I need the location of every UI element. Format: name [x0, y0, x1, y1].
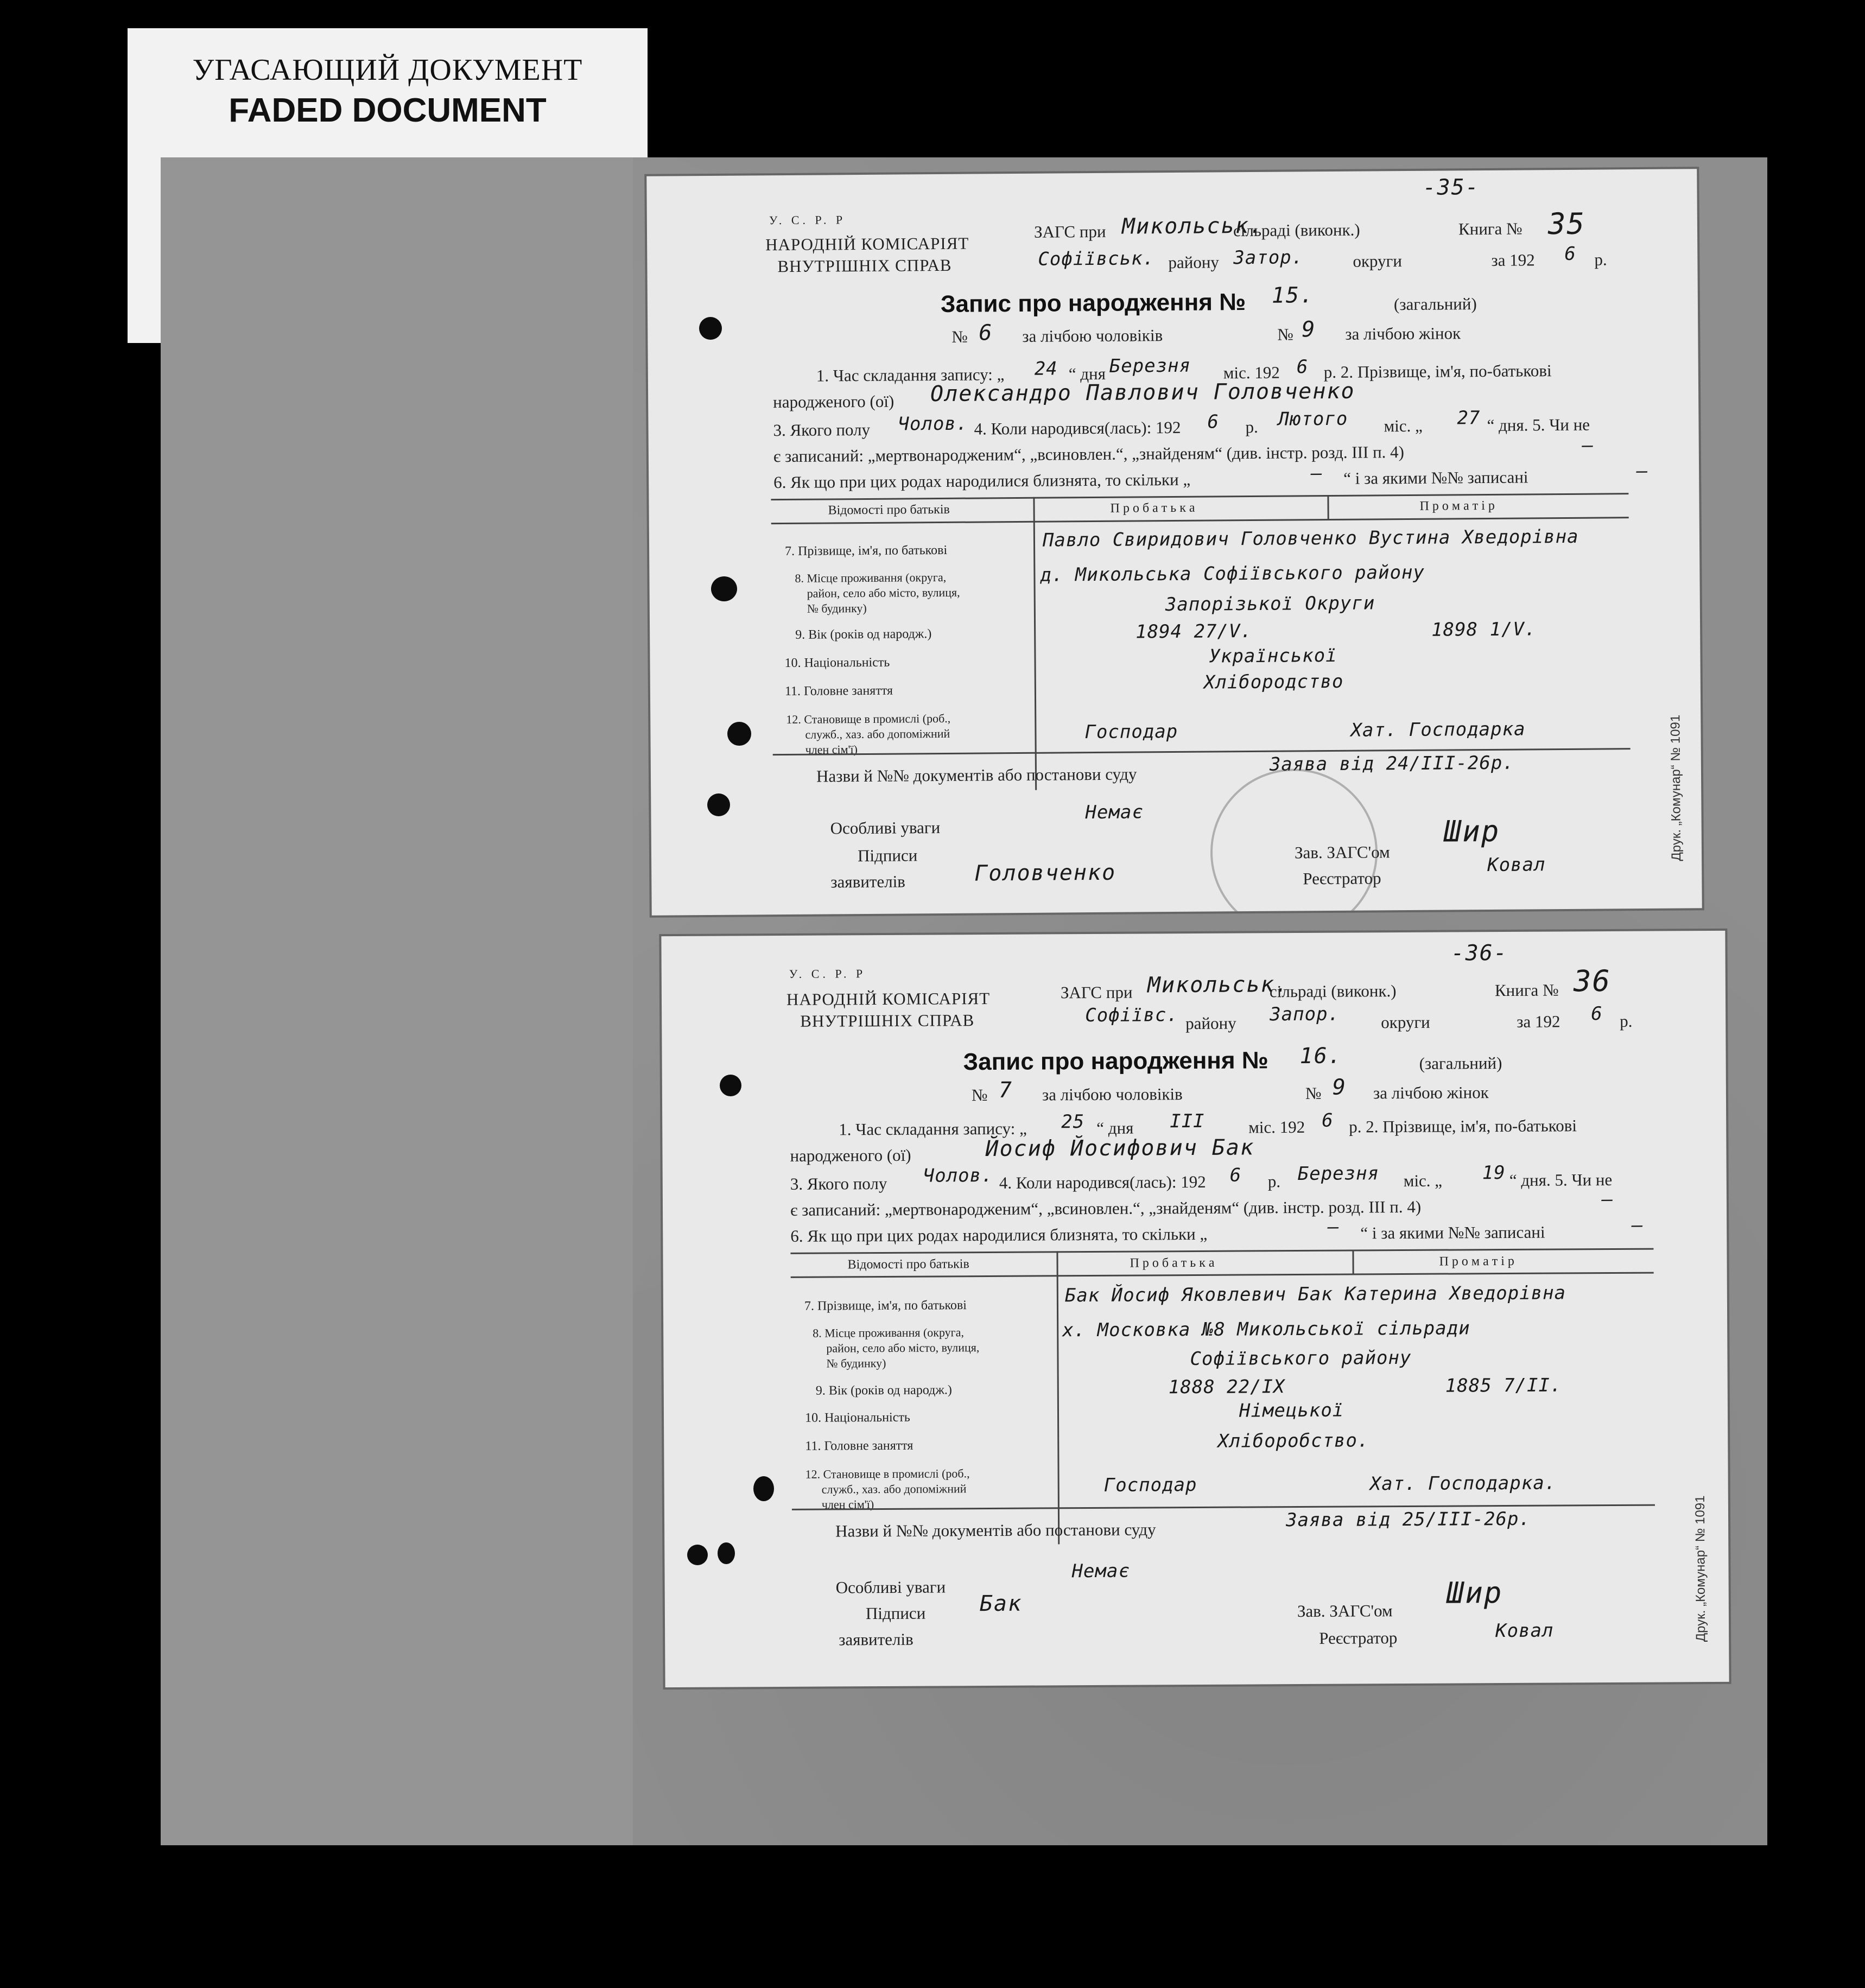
registrar-signature: Ковал — [1495, 1619, 1554, 1642]
zags-head-label: Зав. ЗАГС'ом — [1297, 1601, 1393, 1621]
special-notes-label: Особливі уваги — [835, 1577, 946, 1597]
zags-value: Микольськ. — [1121, 213, 1264, 239]
binder-hole — [699, 317, 722, 340]
child-name: Йосиф Йосифович Бак — [985, 1135, 1255, 1162]
record-year: 6 — [1296, 356, 1309, 378]
line-4-value: — — [1582, 434, 1594, 456]
record-number: 15. — [1271, 283, 1315, 308]
binder-hole — [720, 1075, 741, 1096]
row-label-12c: член сім'ї) — [821, 1497, 874, 1511]
org-name-2: ВНУТРІШНІХ СПРАВ — [800, 1011, 975, 1031]
record-month: Березня — [1109, 354, 1191, 377]
father-status: Господар — [1084, 720, 1178, 744]
page-number: -35- — [1423, 175, 1480, 200]
record-day: 25 — [1061, 1111, 1085, 1133]
label-russian: УГАСАЮЩИЙ ДОКУМЕНТ — [192, 53, 583, 87]
female-no-symbol: № — [1305, 1083, 1322, 1103]
parents-residence-2: Запорізької Округи — [1165, 592, 1375, 616]
special-notes-value: Немає — [1085, 801, 1144, 824]
birth-month: Лютого — [1278, 408, 1348, 430]
docs-label: Назви й №№ документів або постанови суду — [816, 764, 1137, 786]
parents-residence-1: х. Московка №8 Микольської сільради — [1062, 1317, 1470, 1342]
male-count-value: 7 — [998, 1077, 1013, 1103]
applicants-label: заявителів — [839, 1629, 914, 1649]
line-5-label: 6. Як що при цих родах народилися близнята, то скільки „ — [790, 1224, 1208, 1246]
binder-hole — [687, 1545, 708, 1565]
okruha-value: Затор. — [1233, 246, 1304, 269]
mother-status: Хат. Господарка. — [1369, 1472, 1557, 1495]
table-col-rule-2 — [1327, 495, 1329, 519]
line-2-label: народженого (oї) — [790, 1145, 911, 1165]
printer-imprint: Друк. „Комунар“ № 1091 — [1668, 714, 1684, 861]
birth-day: 27 — [1457, 407, 1481, 429]
line-1-label: 1. Час складання запису: „ — [816, 365, 1005, 385]
book-label: Книга № — [1494, 980, 1559, 1000]
org-name-1: НАРОДНІЙ КОМІСАРІЯТ — [765, 233, 969, 255]
record-title-suffix: (загальний) — [1393, 294, 1477, 314]
binder-hole — [718, 1542, 735, 1564]
line-3-birth-label: 4. Коли народився(лась): 192 — [999, 1172, 1206, 1192]
docs-label: Назви й №№ документів або постанови суду — [835, 1520, 1156, 1541]
row-label-7: 7. Прізвище, ім'я, по батькові — [804, 1298, 967, 1313]
year-label: за 192 — [1517, 1012, 1560, 1031]
book-label: Книга № — [1458, 219, 1523, 239]
okruha-label: округи — [1381, 1012, 1430, 1032]
silradi-label: сільраді (виконк.) — [1269, 981, 1397, 1001]
zags-label: ЗАГС при — [1060, 982, 1133, 1002]
birth-day: 19 — [1482, 1162, 1506, 1184]
mother-status: Хат. Господарка — [1350, 718, 1526, 741]
row-label-7: 7. Прізвище, ім'я, по батькові — [785, 543, 948, 559]
row-label-12c: член сім'ї) — [805, 742, 858, 757]
row-label-8c: № будинку) — [826, 1356, 886, 1370]
page-number: -36- — [1451, 940, 1508, 966]
line-1-tail: р. 2. Прізвище, ім'я, по-батькові — [1323, 361, 1552, 382]
raion-value: Софіївськ. — [1038, 247, 1155, 270]
line-1-tail: р. 2. Прізвище, ім'я, по-батькові — [1349, 1116, 1577, 1136]
row-label-10: 10. Національність — [784, 655, 890, 671]
table-header-mother: П р о м а т і р — [1439, 1254, 1514, 1269]
table-header-parents: Відомості про батьків — [847, 1257, 969, 1272]
line-3-label: 3. Якого полу — [790, 1173, 887, 1193]
birth-year: 6 — [1207, 411, 1220, 433]
table-header-rule — [771, 517, 1629, 524]
line-4-value: — — [1601, 1188, 1614, 1211]
registrar-label: Реєстратор — [1319, 1628, 1398, 1648]
record-year: 6 — [1322, 1109, 1334, 1132]
zags-label: ЗАГС при — [1033, 221, 1106, 242]
line-1-label: 1. Час складання запису: „ — [839, 1119, 1027, 1139]
special-notes-label: Особливі уваги — [830, 818, 941, 838]
birth-year: 6 — [1229, 1164, 1242, 1186]
signatures-label: Підписи — [865, 1603, 926, 1623]
ussr-header: У. С. Р. Р — [789, 967, 866, 981]
registrar-signature: Ковал — [1487, 854, 1546, 876]
child-name: Олександро Павлович Головченко — [930, 378, 1355, 407]
parents-occupation: Хлібородство — [1203, 670, 1344, 694]
line-3-birth-label: 4. Коли народився(лась): 192 — [974, 417, 1181, 439]
row-label-9: 9. Вік (років од народж.) — [815, 1383, 952, 1398]
applicants-label: заявителів — [830, 872, 906, 892]
line-5-label: 6. Як що при цих родах народилися близнята, то скільки „ — [773, 469, 1191, 492]
row-label-11: 11. Головне заняття — [784, 683, 893, 699]
line-4-label: є записаний: „мертвонародженим“, „всиновлен.“, „знайденям“ (див. інстр. розд. III п. 4) — [773, 442, 1405, 466]
binder-hole — [711, 576, 737, 601]
record-title: Запис про народження № — [963, 1047, 1268, 1076]
book-value: 36 — [1573, 963, 1612, 999]
parents-residence-1: д. Микольська Софіївського району — [1040, 561, 1425, 586]
parents-names: Павло Свиридович Головченко Вустина Хведорівна — [1042, 525, 1579, 551]
parents-residence-2: Софіївського району — [1190, 1346, 1412, 1370]
table-header-father: П р о б а т ь к а — [1110, 500, 1195, 516]
row-label-12b: служб., хаз. або допоміжний — [805, 726, 950, 741]
line-2-label: народженого (oї) — [773, 391, 895, 412]
male-count-label: за лічбою чоловіків — [1042, 1084, 1183, 1104]
book-value: 35 — [1547, 206, 1586, 242]
record-month: III — [1170, 1110, 1205, 1133]
docs-value: Заява від 24/III-26р. — [1269, 752, 1514, 776]
org-name-1: НАРОДНІЙ КОМІСАРІЯТ — [786, 988, 991, 1009]
raion-value: Софіївс. — [1085, 1004, 1179, 1027]
ussr-header: У. С. Р. Р — [769, 213, 846, 227]
child-sex: Чолов. — [898, 412, 968, 435]
table-col-rule-1 — [1033, 497, 1037, 790]
birth-month: Березня — [1297, 1163, 1380, 1185]
registrar-label: Реєстратор — [1303, 868, 1381, 888]
twins-numbers: — — [1636, 460, 1648, 482]
line-4-label: є записаний: „мертвонародженим“, „всиновлен.“, „знайденям“ (див. інстр. розд. III п. 4) — [790, 1197, 1422, 1220]
male-count-value: 6 — [979, 320, 993, 346]
male-count-label: за лічбою чоловіків — [1022, 326, 1163, 346]
parents-nationality: Української — [1209, 644, 1337, 668]
year-value: 6 — [1564, 243, 1576, 265]
parents-names: Бак Йосиф Яковлевич Бак Катерина Хведорівна — [1064, 1282, 1566, 1307]
line-3-month-suffix: міс. „ — [1403, 1171, 1443, 1190]
female-count-value: 9 — [1302, 317, 1316, 342]
record-number: 16. — [1299, 1043, 1342, 1069]
binder-hole — [727, 722, 751, 746]
head-signature: Шир — [1446, 1576, 1503, 1610]
twins-count: — — [1310, 462, 1323, 485]
year-suffix: р. — [1620, 1011, 1633, 1031]
org-name-2: ВНУТРІШНІХ СПРАВ — [777, 255, 952, 276]
table-header-father: П р о б а т ь к а — [1130, 1255, 1215, 1271]
table-header-rule — [791, 1272, 1654, 1278]
mother-birth: 1898 1/V. — [1431, 618, 1537, 641]
year-suffix: р. — [1594, 250, 1607, 269]
special-notes-value: Немає — [1071, 1560, 1130, 1583]
printer-imprint: Друк. „Комунар“ № 1091 — [1692, 1495, 1709, 1642]
table-col-rule-1 — [1056, 1251, 1060, 1544]
line-3-tail: “ дня. 5. Чи не — [1487, 415, 1590, 435]
father-birth: 1894 27/V. — [1136, 620, 1252, 643]
row-label-9: 9. Вік (років од народж.) — [795, 627, 932, 642]
binder-hole — [753, 1476, 774, 1501]
cardboard-strip — [161, 157, 633, 1845]
line-3-year-suffix: р. — [1245, 417, 1258, 437]
male-no-symbol: № — [951, 327, 968, 346]
table-top-rule — [771, 493, 1628, 500]
line-1-month-suffix: міс. 192 — [1248, 1117, 1305, 1137]
female-no-symbol: № — [1277, 325, 1294, 344]
line-1-day-suffix: “ дня — [1096, 1118, 1134, 1138]
male-no-symbol: № — [971, 1085, 988, 1105]
table-top-rule — [790, 1248, 1653, 1254]
zags-head-label: Зав. ЗАГС'ом — [1294, 842, 1390, 862]
female-count-label: за лічбою жінок — [1345, 323, 1461, 344]
year-label: за 192 — [1491, 250, 1535, 270]
row-label-8b: район, село або місто, вулиця, — [807, 585, 960, 600]
female-count-value: 9 — [1332, 1075, 1347, 1100]
row-label-8a: 8. Місце проживання (округа, — [795, 570, 947, 585]
record-title: Запис про народження № — [940, 289, 1246, 317]
parents-occupation: Хліборобство. — [1217, 1430, 1369, 1452]
line-1-month-suffix: міс. 192 — [1223, 363, 1280, 383]
table-header-mother: П р о м а т і р — [1419, 498, 1495, 513]
year-value: 6 — [1591, 1003, 1603, 1025]
signatures-label: Підписи — [857, 846, 918, 866]
line-3-month-suffix: міс. „ — [1384, 416, 1423, 436]
okruha-label: округи — [1353, 251, 1402, 271]
row-label-10: 10. Національність — [804, 1410, 910, 1425]
zags-value: Микольськ. — [1147, 972, 1289, 998]
twins-numbers: — — [1632, 1214, 1644, 1236]
row-label-12a: 12. Становище в промислі (роб., — [805, 1466, 970, 1481]
line-3-label: 3. Якого полу — [773, 420, 871, 440]
raion-label: району — [1185, 1013, 1236, 1033]
row-label-12a: 12. Становище в промислі (роб., — [786, 711, 951, 727]
father-birth: 1888 22/IX — [1168, 1376, 1285, 1399]
okruha-value: Запор. — [1270, 1003, 1340, 1026]
zags-stamp — [1210, 768, 1378, 915]
label-english: FADED DOCUMENT — [229, 92, 547, 129]
row-label-8c: № будинку) — [807, 601, 867, 615]
applicant-signature: Головченко — [974, 860, 1117, 886]
row-label-8a: 8. Місце проживання (округа, — [813, 1325, 965, 1340]
mother-birth: 1885 7/II. — [1445, 1374, 1562, 1397]
line-3-year-suffix: р. — [1267, 1172, 1281, 1191]
row-label-11: 11. Головне заняття — [805, 1438, 914, 1453]
row-label-12b: служб., хаз. або допоміжний — [821, 1482, 967, 1496]
parents-nationality: Німецької — [1239, 1399, 1344, 1422]
docs-value: Заява від 25/III-26р. — [1285, 1508, 1531, 1532]
line-5-tail: “ і за якими №№ записані — [1360, 1222, 1545, 1243]
child-sex: Чолов. — [923, 1164, 993, 1187]
table-col-rule-2 — [1352, 1249, 1354, 1273]
female-count-label: за лічбою жінок — [1373, 1083, 1489, 1103]
line-1-day-suffix: “ дня — [1068, 364, 1106, 384]
table-header-parents: Відомості про батьків — [828, 502, 950, 518]
record-title-suffix: (загальний) — [1419, 1053, 1502, 1073]
line-3-tail: “ дня. 5. Чи не — [1509, 1170, 1613, 1190]
binder-hole — [707, 793, 730, 816]
twins-count: — — [1328, 1216, 1340, 1238]
birth-record-form-36 — [661, 931, 1729, 1687]
raion-label: району — [1168, 252, 1219, 272]
applicant-signature: Бак — [979, 1591, 1023, 1617]
record-day: 24 — [1034, 358, 1058, 380]
birth-record-form-35 — [646, 169, 1702, 915]
head-signature: Шир — [1443, 814, 1500, 849]
line-5-tail: “ і за якими №№ записані — [1343, 467, 1528, 488]
silradi-label: сільраді (виконк.) — [1233, 220, 1360, 240]
row-label-8b: район, село або місто, вулиця, — [826, 1341, 980, 1355]
father-status: Господар — [1103, 1473, 1197, 1496]
